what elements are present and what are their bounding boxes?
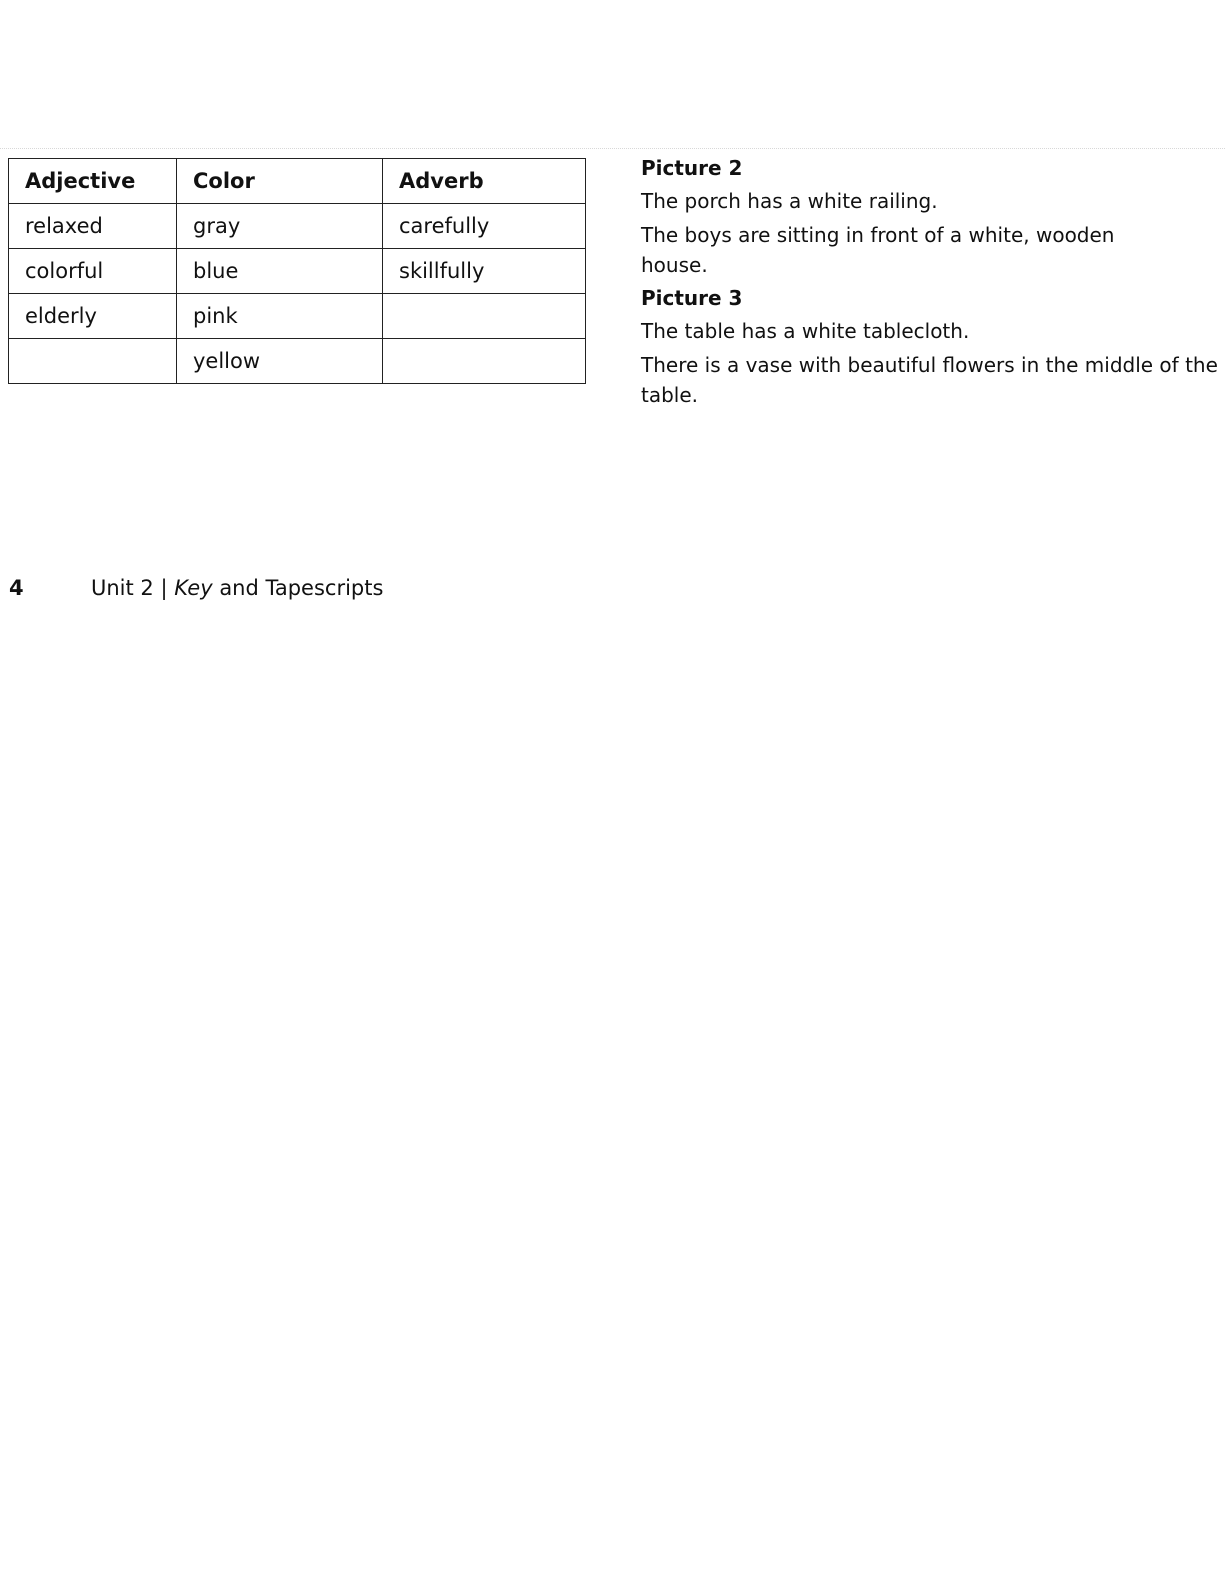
table-cell: skillfully — [383, 249, 586, 294]
picture-2-heading: Picture 2 — [641, 156, 743, 180]
top-divider — [0, 148, 1225, 149]
table-cell: carefully — [383, 204, 586, 249]
page-number: 4 — [9, 576, 24, 600]
picture-3-sentence: The table has a white tablecloth. — [641, 319, 970, 343]
table-cell: gray — [177, 204, 383, 249]
footer-rest: and Tapescripts — [219, 576, 384, 600]
table-cell: elderly — [9, 294, 177, 339]
table-cell: colorful — [9, 249, 177, 294]
table-cell: relaxed — [9, 204, 177, 249]
footer-separator: | — [160, 576, 168, 600]
table-row — [9, 249, 586, 294]
picture-3-sentence: There is a vase with beautiful flowers in the middle of the table. — [641, 353, 1218, 407]
table-cell — [383, 294, 586, 339]
picture-3-heading: Picture 3 — [641, 286, 743, 310]
picture-descriptions — [641, 154, 1225, 410]
table-cell: yellow — [177, 339, 383, 384]
page-footer — [9, 576, 383, 600]
table-cell — [383, 339, 586, 384]
table-cell: blue — [177, 249, 383, 294]
picture-2-sentence: The boys are sitting in front of a white, wooden house. — [641, 223, 1115, 277]
header-color: Color — [177, 159, 383, 204]
footer-key: Key — [174, 576, 213, 600]
table-row — [9, 294, 586, 339]
table-cell: pink — [177, 294, 383, 339]
table-row — [9, 339, 586, 384]
table-row — [9, 204, 586, 249]
header-adjective: Adjective — [9, 159, 177, 204]
picture-2-sentence: The porch has a white railing. — [641, 189, 938, 213]
table-header-row — [9, 159, 586, 204]
footer-unit: Unit 2 — [91, 576, 154, 600]
word-category-table — [8, 158, 586, 384]
header-adverb: Adverb — [383, 159, 586, 204]
table-cell — [9, 339, 177, 384]
